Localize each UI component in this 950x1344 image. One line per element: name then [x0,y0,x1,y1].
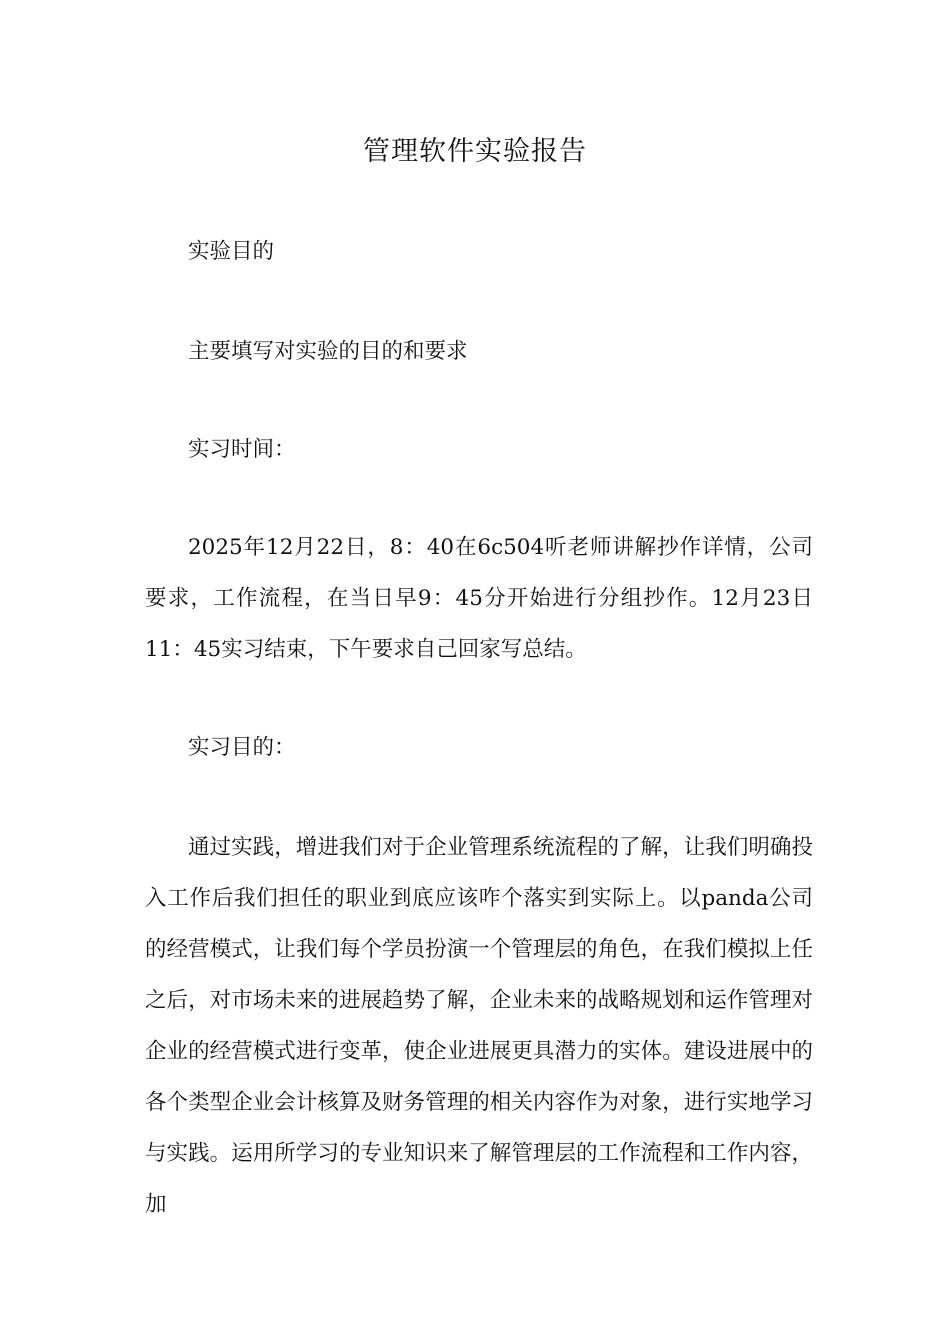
paragraph-experiment-purpose-body: 主要填写对实验的目的和要求 [188,339,468,364]
section-heading-internship-purpose: 实习目的： [188,735,296,760]
document-title: 管理软件实验报告 [363,136,587,167]
section-heading-experiment-purpose: 实验目的 [188,239,275,264]
paragraph-internship-time-body: 2025年12月22日，8：40在6c504听老师讲解抄作详情，公司要求，工作流程，在当日早9：45分开始进行分组抄作。12月23日11：45实习结束，下午要求自己回家写总结。 [145,535,813,662]
paragraph-internship-purpose-body: 通过实践，增进我们对于企业管理系统流程的了解，让我们明确投入工作后我们担任的职业到底应该咋个落实到实际上。以panda公司的经营模式，让我们每个学员扮演一个管理层的角色，在我们模拟上任之后，对市场未来的进展趋势了解，企业未来的战略规划和运作管理对企业的经营模式进行变革，使企业进展更具潜力的实体。建设进展中的各个类型企业会计核算及财务管理的相关内容作为对象，进行实地学习与实践。运用所学习的专业知识来了解管理层的工作流程和工作内容，加 [145,835,813,1217]
section-heading-internship-time: 实习时间： [188,437,296,462]
